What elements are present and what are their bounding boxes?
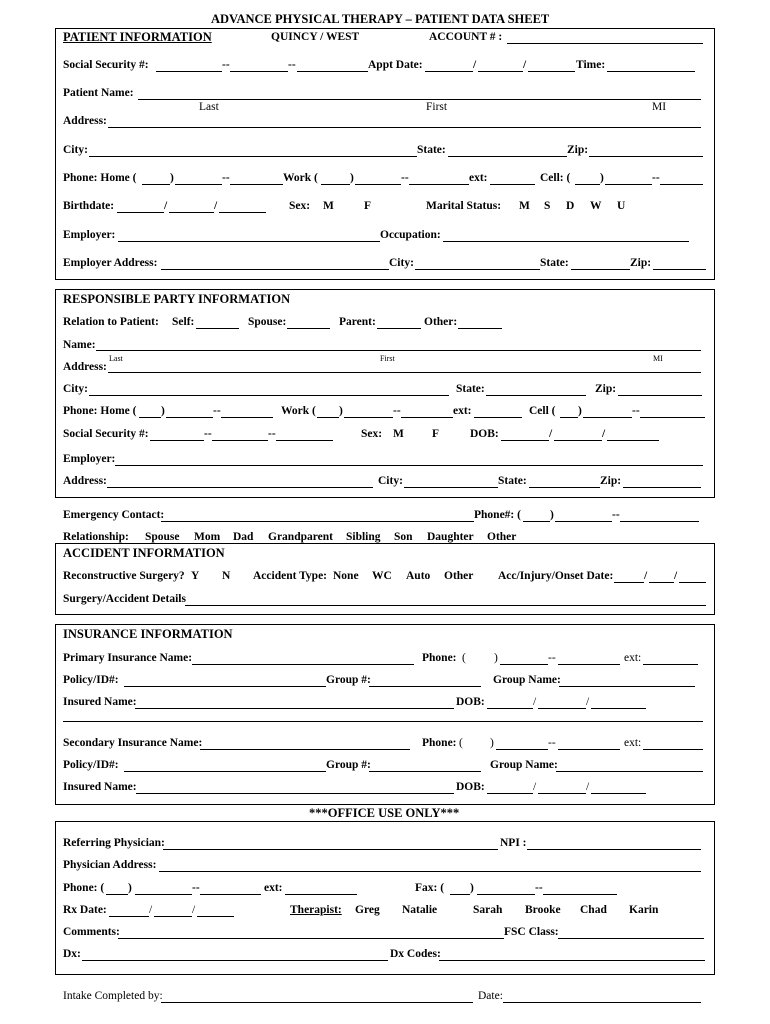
relation-self-label: Self: xyxy=(172,316,195,328)
physician-address-field[interactable] xyxy=(159,871,701,872)
work-label: Work ( xyxy=(283,172,318,184)
slash: / xyxy=(586,696,590,708)
secondary-insured-name-label: Insured Name: xyxy=(63,781,137,793)
marital-option-w[interactable]: W xyxy=(590,200,602,212)
patient-name-field[interactable] xyxy=(138,99,701,100)
occupation-field[interactable] xyxy=(443,241,689,242)
rp-cell-phone-field-2[interactable] xyxy=(640,417,705,418)
slash: / xyxy=(674,570,678,582)
marital-option-s[interactable]: S xyxy=(544,200,551,212)
dx-codes-field[interactable] xyxy=(439,960,705,961)
therapist-option-karin[interactable]: Karin xyxy=(629,904,659,916)
patient-name-label: Patient Name: xyxy=(63,87,134,99)
birthdate-label: Birthdate: xyxy=(63,200,115,212)
relationship-label: Relationship: xyxy=(63,531,129,543)
rp-home-phone-field-1[interactable] xyxy=(166,417,213,418)
insured-dob-year-field[interactable] xyxy=(591,708,646,709)
physician-address-label: Physician Address: xyxy=(63,859,157,871)
marital-status-label: Marital Status: xyxy=(426,200,502,212)
emergency-area-code-field[interactable] xyxy=(523,521,550,522)
rp-state-label: State: xyxy=(456,383,485,395)
secondary-dob-day-field[interactable] xyxy=(538,793,586,794)
secondary-insured-dob-label: DOB: xyxy=(456,781,485,793)
accident-type-wc[interactable]: WC xyxy=(372,570,392,582)
marital-option-u[interactable]: U xyxy=(617,200,626,212)
secondary-insurance-field[interactable] xyxy=(200,749,410,750)
primary-phone-field-1[interactable] xyxy=(500,664,548,665)
employer-zip-label: Zip: xyxy=(630,257,652,269)
state-field[interactable] xyxy=(448,156,567,157)
rp-zip-field[interactable] xyxy=(618,395,702,396)
fsc-class-label: FSC Class: xyxy=(504,926,559,938)
sex-option-f[interactable]: F xyxy=(364,200,372,212)
relation-other-field[interactable] xyxy=(458,328,502,329)
city-label: City: xyxy=(63,144,88,156)
employer-address-field[interactable] xyxy=(161,269,389,270)
therapist-option-greg[interactable]: Greg xyxy=(355,904,380,916)
paren: ) xyxy=(600,172,604,184)
location-label: QUINCY / WEST xyxy=(271,31,360,43)
paren: ) xyxy=(490,737,494,749)
rp-cell-label: Cell ( xyxy=(529,405,556,417)
surgery-details-field[interactable] xyxy=(185,605,706,606)
dash: -- xyxy=(393,405,401,417)
slash: / xyxy=(149,904,153,916)
slash: / xyxy=(533,696,537,708)
dash: -- xyxy=(548,737,556,749)
state-label: State: xyxy=(417,144,446,156)
relationship-option-son[interactable]: Son xyxy=(394,531,413,543)
intake-date-field[interactable] xyxy=(503,1002,701,1003)
dash: -- xyxy=(535,882,543,894)
relationship-option-sibling[interactable]: Sibling xyxy=(346,531,381,543)
physician-area-code-field[interactable] xyxy=(106,894,128,895)
rx-date-label: Rx Date: xyxy=(63,904,107,916)
paren: ) xyxy=(350,172,354,184)
relation-parent-label: Parent: xyxy=(339,316,376,328)
rp-sex-label: Sex: xyxy=(361,428,383,440)
relationship-option-daughter[interactable]: Daughter xyxy=(427,531,474,543)
rx-year-field[interactable] xyxy=(197,916,234,917)
rp-home-phone-field-2[interactable] xyxy=(221,417,273,418)
emergency-contact-field[interactable] xyxy=(161,521,474,522)
appt-year-field[interactable] xyxy=(528,71,575,72)
rp-employer-address-field[interactable] xyxy=(107,487,373,488)
secondary-phone-label: Phone: xyxy=(422,737,457,749)
dash: -- xyxy=(213,405,221,417)
employer-zip-field[interactable] xyxy=(653,269,706,270)
sex-label: Sex: xyxy=(289,200,311,212)
slash: / xyxy=(549,428,553,440)
primary-insurance-field[interactable] xyxy=(192,664,414,665)
slash: / xyxy=(164,200,168,212)
employer-address-label: Employer Address: xyxy=(63,257,158,269)
secondary-policy-id-field[interactable] xyxy=(124,771,326,772)
ssn-label: Social Security #: xyxy=(63,59,149,71)
insurance-heading: INSURANCE INFORMATION xyxy=(63,627,233,641)
rp-dob-day-field[interactable] xyxy=(554,440,602,441)
rp-dob-month-field[interactable] xyxy=(501,440,549,441)
secondary-group-number-label: Group #: xyxy=(326,759,371,771)
primary-ext-field[interactable] xyxy=(643,664,698,665)
cell-phone-field-1[interactable] xyxy=(605,184,652,185)
rp-ssn-field-3[interactable] xyxy=(276,440,333,441)
rp-name-label: Name: xyxy=(63,339,96,351)
fax-area-code-field[interactable] xyxy=(450,894,470,895)
zip-label: Zip: xyxy=(567,144,589,156)
accident-type-auto[interactable]: Auto xyxy=(406,570,431,582)
cell-label: Cell: ( xyxy=(540,172,571,184)
emergency-phone-label: Phone#: ( xyxy=(474,509,521,521)
dash: -- xyxy=(401,172,409,184)
work-phone-field-1[interactable] xyxy=(355,184,401,185)
relation-spouse-field[interactable] xyxy=(287,328,330,329)
recon-option-y[interactable]: Y xyxy=(191,570,200,582)
secondary-group-name-label: Group Name: xyxy=(490,759,558,771)
account-label: ACCOUNT # : xyxy=(429,31,503,43)
secondary-phone-field-1[interactable] xyxy=(496,749,548,750)
appt-date-label: Appt Date: xyxy=(368,59,423,71)
primary-phone-field-2[interactable] xyxy=(558,664,620,665)
reconstructive-surgery-label: Reconstructive Surgery? xyxy=(63,570,185,582)
secondary-insured-name-field[interactable] xyxy=(136,793,454,794)
secondary-ext-field[interactable] xyxy=(643,749,703,750)
rp-sex-option-m[interactable]: M xyxy=(393,428,404,440)
birth-day-field[interactable] xyxy=(169,212,214,213)
insured-name-label: Insured Name: xyxy=(63,696,137,708)
relation-label: Relation to Patient: xyxy=(63,316,159,328)
patient-info-heading: PATIENT INFORMATION xyxy=(63,30,212,44)
ssn-field-1[interactable] xyxy=(156,71,222,72)
insured-name-field[interactable] xyxy=(135,708,454,709)
paren: ) xyxy=(470,882,474,894)
rp-dob-year-field[interactable] xyxy=(607,440,659,441)
physician-phone-field-2[interactable] xyxy=(200,894,261,895)
secondary-ext-label: ext: xyxy=(624,737,642,749)
dash: -- xyxy=(652,172,660,184)
rp-ext-label: ext: xyxy=(453,405,472,417)
relation-spouse-label: Spouse: xyxy=(248,316,287,328)
dash: -- xyxy=(268,428,276,440)
therapist-option-chad[interactable]: Chad xyxy=(580,904,607,916)
secondary-phone-field-2[interactable] xyxy=(558,749,620,750)
address-label: Address: xyxy=(63,115,107,127)
occupation-label: Occupation: xyxy=(380,229,441,241)
group-name-field[interactable] xyxy=(559,686,695,687)
rp-employer-zip-field[interactable] xyxy=(623,487,701,488)
slash: / xyxy=(586,781,590,793)
slash: / xyxy=(214,200,218,212)
therapist-option-sarah[interactable]: Sarah xyxy=(473,904,503,916)
relationship-option-spouse[interactable]: Spouse xyxy=(145,531,180,543)
emergency-phone-field-2[interactable] xyxy=(620,521,699,522)
rx-day-field[interactable] xyxy=(154,916,192,917)
marital-option-m[interactable]: M xyxy=(519,200,530,212)
rp-employer-zip-label: Zip: xyxy=(600,475,622,487)
paren: ( xyxy=(462,652,466,664)
home-phone-field-1[interactable] xyxy=(175,184,222,185)
ssn-field-3[interactable] xyxy=(297,71,368,72)
group-number-label: Group #: xyxy=(326,674,371,686)
slash: / xyxy=(533,781,537,793)
dash: -- xyxy=(222,172,230,184)
employer-state-field[interactable] xyxy=(571,269,630,270)
office-use-heading: ***OFFICE USE ONLY*** xyxy=(309,806,460,820)
slash: / xyxy=(473,59,477,71)
responsible-party-heading: RESPONSIBLE PARTY INFORMATION xyxy=(63,292,291,306)
therapist-option-brooke[interactable]: Brooke xyxy=(525,904,561,916)
group-number-field[interactable] xyxy=(369,686,481,687)
form-title: ADVANCE PHYSICAL THERAPY – PATIENT DATA SHEET xyxy=(211,12,550,26)
rp-phone-home-label: Phone: Home ( xyxy=(63,405,137,417)
marital-option-d[interactable]: D xyxy=(566,200,575,212)
time-label: Time: xyxy=(576,59,606,71)
employer-state-label: State: xyxy=(540,257,569,269)
rp-first-caption: First xyxy=(380,354,395,363)
insurance-divider-line xyxy=(63,721,703,722)
slash: / xyxy=(523,59,527,71)
surgery-details-label: Surgery/Accident Details xyxy=(63,593,186,605)
slash: / xyxy=(602,428,606,440)
dash: -- xyxy=(288,59,296,71)
insured-dob-day-field[interactable] xyxy=(538,708,586,709)
secondary-policy-id-label: Policy/ID#: xyxy=(63,759,119,771)
rp-employer-field[interactable] xyxy=(115,465,703,466)
rp-zip-label: Zip: xyxy=(595,383,617,395)
account-field[interactable] xyxy=(507,43,703,44)
accident-type-label: Accident Type: xyxy=(253,570,327,582)
comments-field[interactable] xyxy=(118,938,504,939)
appt-month-field[interactable] xyxy=(425,71,473,72)
rp-employer-state-label: State: xyxy=(498,475,527,487)
work-phone-field-2[interactable] xyxy=(409,184,469,185)
secondary-dob-month-field[interactable] xyxy=(487,793,533,794)
rp-name-field[interactable] xyxy=(96,350,701,351)
dash: -- xyxy=(548,652,556,664)
paren: ) xyxy=(128,882,132,894)
secondary-dob-year-field[interactable] xyxy=(591,793,646,794)
sex-option-m[interactable]: M xyxy=(323,200,334,212)
rp-last-caption: Last xyxy=(109,354,123,363)
primary-phone-label: Phone: xyxy=(422,652,457,664)
fax-label: Fax: ( xyxy=(415,882,445,894)
physician-phone-field-1[interactable] xyxy=(135,894,192,895)
rp-home-area-code-field[interactable] xyxy=(139,417,161,418)
rp-employer-label: Employer: xyxy=(63,453,116,465)
secondary-group-number-field[interactable] xyxy=(369,771,481,772)
paren: ) xyxy=(170,172,174,184)
insured-dob-month-field[interactable] xyxy=(487,708,533,709)
slash: / xyxy=(644,570,648,582)
rp-ssn-field-2[interactable] xyxy=(212,440,268,441)
dx-codes-label: Dx Codes: xyxy=(390,948,441,960)
therapist-label: Therapist: xyxy=(290,904,342,916)
address-field[interactable] xyxy=(108,127,701,128)
slash: / xyxy=(192,904,196,916)
first-name-caption: First xyxy=(426,101,448,113)
primary-ext-label: ext: xyxy=(624,652,642,664)
rp-city-field[interactable] xyxy=(89,395,449,396)
relationship-option-other[interactable]: Other xyxy=(487,531,517,543)
policy-id-field[interactable] xyxy=(124,686,326,687)
time-field[interactable] xyxy=(607,71,695,72)
accident-type-none[interactable]: None xyxy=(333,570,359,582)
ext-label: ext: xyxy=(469,172,488,184)
rp-city-label: City: xyxy=(63,383,88,395)
physician-ext-field[interactable] xyxy=(285,894,357,895)
zip-field[interactable] xyxy=(589,156,703,157)
last-name-caption: Last xyxy=(199,101,219,113)
recon-option-n[interactable]: N xyxy=(222,570,231,582)
fsc-class-field[interactable] xyxy=(558,938,704,939)
rp-employer-state-field[interactable] xyxy=(529,487,600,488)
fax-field-2[interactable] xyxy=(543,894,617,895)
relationship-option-dad[interactable]: Dad xyxy=(233,531,254,543)
employer-city-label: City: xyxy=(389,257,414,269)
accident-type-other[interactable]: Other xyxy=(444,570,474,582)
group-name-label: Group Name: xyxy=(493,674,561,686)
relation-parent-field[interactable] xyxy=(377,328,421,329)
cell-phone-field-2[interactable] xyxy=(660,184,703,185)
employer-field[interactable] xyxy=(118,241,380,242)
onset-month-field[interactable] xyxy=(614,582,644,583)
employer-label: Employer: xyxy=(63,229,116,241)
work-ext-field[interactable] xyxy=(490,184,535,185)
npi-field[interactable] xyxy=(527,849,701,850)
relation-self-field[interactable] xyxy=(196,328,239,329)
rp-address-field[interactable] xyxy=(108,372,701,373)
rp-address-label: Address: xyxy=(63,361,107,373)
onset-year-field[interactable] xyxy=(679,582,706,583)
rp-dob-label: DOB: xyxy=(470,428,499,440)
paren: ) xyxy=(550,509,554,521)
phone-home-label: Phone: Home ( xyxy=(63,172,137,184)
physician-phone-label: Phone: ( xyxy=(63,882,105,894)
paren: ) xyxy=(494,652,498,664)
rp-state-field[interactable] xyxy=(486,395,586,396)
birth-month-field[interactable] xyxy=(117,212,164,213)
rp-work-phone-field-2[interactable] xyxy=(401,417,453,418)
referring-physician-field[interactable] xyxy=(163,849,498,850)
policy-id-label: Policy/ID#: xyxy=(63,674,119,686)
rp-ssn-field-1[interactable] xyxy=(150,440,204,441)
rp-work-phone-field-1[interactable] xyxy=(344,417,393,418)
dash: -- xyxy=(632,405,640,417)
comments-label: Comments: xyxy=(63,926,120,938)
paren: ) xyxy=(578,405,582,417)
rx-month-field[interactable] xyxy=(109,916,149,917)
secondary-insurance-label: Secondary Insurance Name: xyxy=(63,737,203,749)
physician-ext-label: ext: xyxy=(264,882,283,894)
dash: -- xyxy=(612,509,620,521)
rp-mi-caption: MI xyxy=(653,354,663,363)
onset-day-field[interactable] xyxy=(649,582,674,583)
rp-employer-city-field[interactable] xyxy=(404,487,498,488)
home-area-code-field[interactable] xyxy=(142,184,170,185)
city-field[interactable] xyxy=(89,156,417,157)
intake-date-label: Date: xyxy=(478,990,503,1002)
rp-ext-field[interactable] xyxy=(474,417,522,418)
referring-physician-label: Referring Physician: xyxy=(63,837,165,849)
npi-label: NPI : xyxy=(500,837,527,849)
fax-field-1[interactable] xyxy=(477,894,535,895)
rp-ssn-label: Social Security #: xyxy=(63,428,149,440)
emergency-contact-label: Emergency Contact: xyxy=(63,509,165,521)
mi-caption: MI xyxy=(652,101,667,113)
birth-year-field[interactable] xyxy=(219,212,266,213)
dash: -- xyxy=(192,882,200,894)
paren: ) xyxy=(161,405,165,417)
secondary-group-name-field[interactable] xyxy=(556,771,703,772)
intake-completed-label: Intake Completed by: xyxy=(63,990,163,1002)
paren: ) xyxy=(339,405,343,417)
accident-heading: ACCIDENT INFORMATION xyxy=(63,546,225,560)
relationship-option-mom[interactable]: Mom xyxy=(194,531,221,543)
rp-work-area-code-field[interactable] xyxy=(317,417,339,418)
intake-completed-field[interactable] xyxy=(161,1002,473,1003)
appt-day-field[interactable] xyxy=(478,71,523,72)
rp-employer-city-label: City: xyxy=(378,475,403,487)
rp-cell-phone-field-1[interactable] xyxy=(583,417,632,418)
emergency-phone-field-1[interactable] xyxy=(555,521,612,522)
relation-other-label: Other: xyxy=(424,316,458,328)
employer-city-field[interactable] xyxy=(415,269,540,270)
home-phone-field-2[interactable] xyxy=(230,184,283,185)
dash: -- xyxy=(204,428,212,440)
rp-cell-area-code-field[interactable] xyxy=(560,417,578,418)
primary-insurance-label: Primary Insurance Name: xyxy=(63,652,193,664)
dx-label: Dx: xyxy=(63,948,81,960)
dx-field[interactable] xyxy=(82,960,388,961)
paren: ( xyxy=(459,737,463,749)
rp-employer-address-label: Address: xyxy=(63,475,107,487)
therapist-option-natalie[interactable]: Natalie xyxy=(402,904,438,916)
work-area-code-field[interactable] xyxy=(321,184,350,185)
dash: -- xyxy=(222,59,230,71)
relationship-option-grandparent[interactable]: Grandparent xyxy=(268,531,333,543)
rp-sex-option-f[interactable]: F xyxy=(432,428,440,440)
ssn-field-2[interactable] xyxy=(230,71,288,72)
cell-area-code-field[interactable] xyxy=(575,184,600,185)
onset-date-label: Acc/Injury/Onset Date: xyxy=(498,570,614,582)
insured-dob-label: DOB: xyxy=(456,696,485,708)
rp-work-label: Work ( xyxy=(281,405,316,417)
